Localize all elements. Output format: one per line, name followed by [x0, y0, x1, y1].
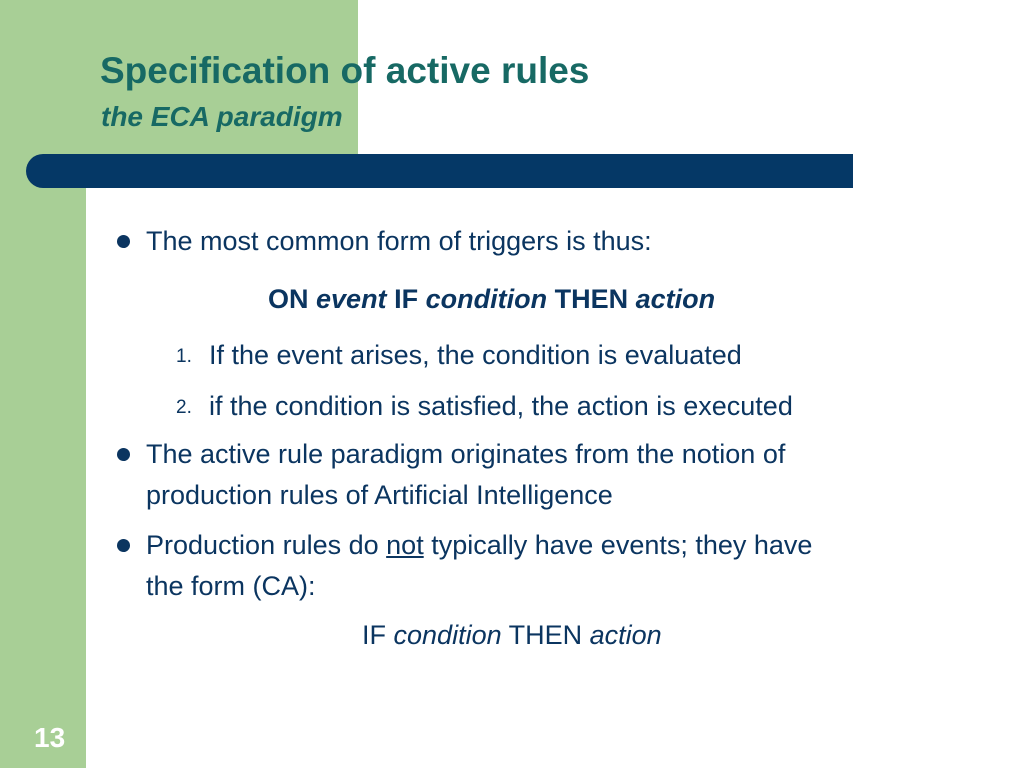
bullet-3-line-2: the form (CA):: [146, 571, 316, 601]
bullet-2-line-2: production rules of Artificial Intelligence: [146, 480, 613, 510]
bullet-dot: [117, 539, 130, 552]
slide-subtitle: the ECA paradigm: [101, 101, 343, 132]
ca-condition: condition: [393, 620, 502, 650]
eca-then: THEN: [554, 284, 629, 314]
ca-then: THEN: [508, 620, 583, 650]
bullet-3-line-1: [146, 526, 812, 564]
step-1-text: If the event arises, the condition is evaluated: [209, 340, 742, 370]
eca-if: IF: [394, 284, 419, 314]
ca-action: action: [589, 620, 662, 650]
step-2-number: 2.: [176, 397, 192, 418]
step-2-text: if the condition is satisfied, the action is executed: [209, 391, 793, 421]
ca-rule: [362, 616, 662, 654]
eca-event: event: [316, 284, 387, 314]
bullet-3-post: typically have events; they have: [431, 530, 813, 560]
bullet-3-not: not: [386, 530, 424, 560]
step-1-number: 1.: [176, 346, 192, 367]
eca-action: action: [635, 284, 716, 314]
eca-on: ON: [268, 284, 309, 314]
slide-number: 13: [34, 722, 66, 753]
bullet-dot: [117, 235, 130, 248]
bullet-2-line-1: The active rule paradigm originates from the notion of: [146, 439, 786, 469]
ca-if: IF: [362, 620, 386, 650]
bullet-dot: [117, 448, 130, 461]
eca-condition: condition: [425, 284, 548, 314]
bullet-1-text: The most common form of triggers is thus:: [146, 226, 652, 256]
title-divider-bar: [26, 154, 853, 188]
slide-title: Specification of active rules: [100, 50, 590, 91]
eca-rule: [268, 280, 715, 318]
bullet-3-pre: Production rules do: [146, 530, 379, 560]
